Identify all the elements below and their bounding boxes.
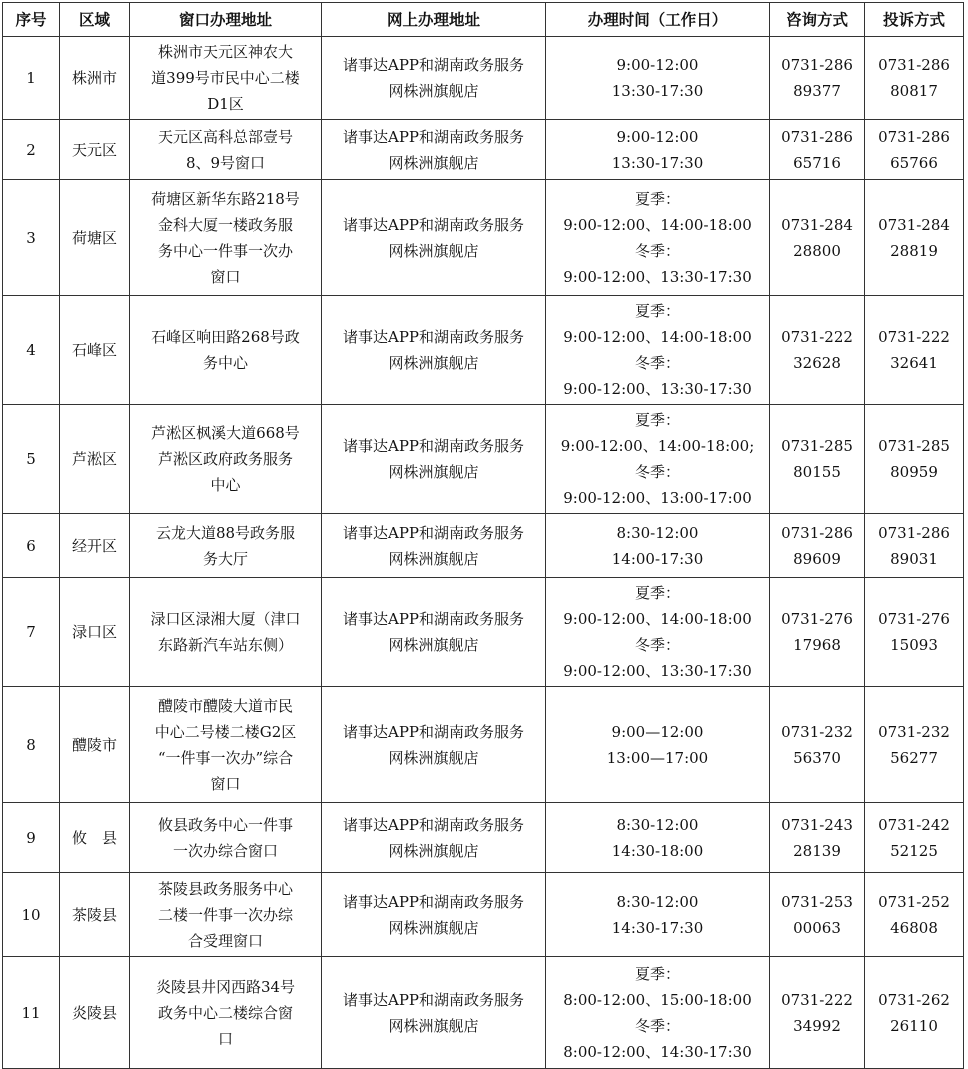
- region-name: 石峰区: [60, 296, 130, 405]
- row-number: 8: [3, 687, 60, 803]
- complaint-phone-line: 0731-232: [878, 722, 950, 741]
- online-address-line: 诸事达APP和湖南政务服务: [342, 215, 525, 234]
- office-hours-line: 9:00-12:00、13:30-17:30: [563, 662, 752, 680]
- consult-phone: [770, 957, 865, 1069]
- complaint-phone-line: 0731-252: [878, 892, 950, 911]
- row-number: 2: [3, 120, 60, 180]
- online-address-line: 诸事达APP和湖南政务服务: [342, 328, 525, 346]
- consult-phone: [770, 296, 865, 405]
- window-address-line: 务中心: [202, 354, 248, 372]
- office-hours-line: 冬季：: [634, 636, 680, 654]
- consult-phone: [770, 180, 865, 296]
- window-address-line: “一件事一次办”综合: [157, 748, 294, 767]
- office-hours-line: 9:00-12:00、13:30-17:30: [563, 380, 752, 398]
- window-address-line: 东路新汽车站东侧）: [157, 636, 293, 654]
- consult-phone-line: 00063: [793, 918, 841, 937]
- complaint-phone-line: 65766: [890, 153, 938, 172]
- complaint-phone-line: 80817: [890, 82, 938, 100]
- complaint-phone: [865, 578, 964, 687]
- complaint-phone: [865, 37, 964, 120]
- window-address: [130, 296, 322, 405]
- office-hours-line: 9:00—12:00: [611, 722, 704, 741]
- office-hours-line: 8:30-12:00: [616, 815, 699, 834]
- window-address-line: D1区: [207, 95, 244, 113]
- region-name: 醴陵市: [60, 687, 130, 803]
- consult-phone-line: 32628: [793, 354, 841, 372]
- table-row: [3, 37, 964, 120]
- window-address-line: 云龙大道88号政务服: [155, 523, 296, 542]
- office-hours: [546, 803, 770, 873]
- consult-phone-line: 56370: [793, 748, 841, 767]
- window-address: [130, 405, 322, 514]
- complaint-phone: [865, 120, 964, 180]
- office-hours-line: 13:30-17:30: [611, 153, 704, 172]
- window-address-line: 中心二号楼二楼G2区: [154, 722, 297, 741]
- online-address-line: 诸事达APP和湖南政务服务: [342, 815, 525, 834]
- table-row: [3, 296, 964, 405]
- table-row: [3, 405, 964, 514]
- online-address-line: 网株洲旗舰店: [388, 841, 479, 860]
- complaint-phone: [865, 687, 964, 803]
- online-address-line: 网株洲旗舰店: [388, 463, 479, 481]
- row-number: 10: [3, 873, 60, 957]
- complaint-phone: [865, 957, 964, 1069]
- consult-phone-line: 0731-286: [781, 56, 853, 74]
- complaint-phone: [865, 514, 964, 578]
- consult-phone-line: 0731-286: [781, 127, 853, 146]
- online-address-line: 网株洲旗舰店: [388, 918, 479, 937]
- office-hours-line: 9:00-12:00、13:30-17:30: [563, 267, 752, 286]
- row-number: 7: [3, 578, 60, 687]
- office-hours-line: 14:30-18:00: [611, 841, 704, 860]
- office-hours: [546, 37, 770, 120]
- table-row: [3, 120, 964, 180]
- table-body: [3, 37, 964, 1069]
- office-hours-line: 8:30-12:00: [616, 523, 699, 542]
- consult-phone-line: 0731-284: [781, 215, 853, 234]
- window-address-line: 芦淞区政府政务服务: [157, 450, 293, 468]
- consult-phone-line: 80155: [793, 463, 841, 481]
- region-name: 株洲市: [60, 37, 130, 120]
- window-address-line: 务中心一件事一次办: [157, 241, 293, 260]
- window-address-line: 攸县政务中心一件事: [157, 815, 293, 834]
- complaint-phone-line: 0731-276: [878, 610, 950, 628]
- online-address-line: 诸事达APP和湖南政务服务: [342, 56, 525, 74]
- office-hours-line: 夏季：: [634, 584, 680, 602]
- office-hours: [546, 873, 770, 957]
- complaint-phone: [865, 296, 964, 405]
- office-hours-line: 8:30-12:00: [616, 892, 699, 911]
- window-address-line: 荷塘区新华东路218号: [151, 189, 300, 208]
- region-name: 经开区: [60, 514, 130, 578]
- office-hours-line: 夏季：: [634, 964, 680, 983]
- window-address-line: 茶陵县政务服务中心: [157, 879, 293, 898]
- online-address-line: 网株洲旗舰店: [388, 636, 479, 654]
- office-hours: [546, 180, 770, 296]
- online-address: [322, 803, 546, 873]
- office-hours-line: 9:00-12:00: [616, 127, 699, 146]
- online-address-line: 诸事达APP和湖南政务服务: [342, 722, 525, 741]
- complaint-phone-line: 0731-286: [878, 56, 950, 74]
- consult-phone: [770, 687, 865, 803]
- window-address-line: 二楼一件事一次办综: [157, 905, 293, 924]
- online-address-line: 网株洲旗舰店: [388, 153, 479, 172]
- window-address-line: 株洲市天元区神农大: [157, 43, 293, 61]
- window-address-line: 中心: [210, 476, 241, 494]
- complaint-phone-line: 26110: [890, 1016, 938, 1035]
- window-address-line: 醴陵市醴陵大道市民: [157, 696, 293, 715]
- consult-phone: [770, 405, 865, 514]
- header-consult: 咨询方式: [770, 3, 865, 37]
- complaint-phone-line: 0731-284: [878, 215, 950, 234]
- consult-phone-line: 28139: [793, 841, 841, 860]
- window-address-line: 窗口: [210, 774, 241, 793]
- window-address: [130, 803, 322, 873]
- window-address-line: 渌口区渌湘大厦（津口: [150, 610, 301, 628]
- window-address-line: 天元区高科总部壹号: [157, 127, 293, 146]
- service-table: [2, 2, 964, 1069]
- consult-phone-line: 0731-222: [781, 328, 853, 346]
- window-address: [130, 180, 322, 296]
- header-region: 区域: [60, 3, 130, 37]
- table-row: [3, 514, 964, 578]
- complaint-phone-line: 80959: [890, 463, 938, 481]
- online-address: [322, 296, 546, 405]
- table-row: [3, 957, 964, 1069]
- window-address: [130, 37, 322, 120]
- header-window-address: 窗口办理地址: [130, 3, 322, 37]
- office-hours: [546, 687, 770, 803]
- window-address-line: 金科大厦一楼政务服: [157, 215, 293, 234]
- complaint-phone-line: 0731-262: [878, 990, 950, 1009]
- office-hours-line: 13:00—17:00: [606, 748, 709, 767]
- complaint-phone: [865, 873, 964, 957]
- complaint-phone-line: 15093: [890, 636, 938, 654]
- window-address-line: 道399号市民中心二楼: [151, 69, 300, 87]
- consult-phone-line: 0731-232: [781, 722, 853, 741]
- online-address: [322, 957, 546, 1069]
- online-address-line: 诸事达APP和湖南政务服务: [342, 523, 525, 542]
- online-address: [322, 180, 546, 296]
- row-number: 5: [3, 405, 60, 514]
- consult-phone-line: 89377: [793, 82, 841, 100]
- complaint-phone-line: 89031: [890, 549, 938, 568]
- header-hours: 办理时间（工作日）: [546, 3, 770, 37]
- online-address-line: 网株洲旗舰店: [388, 1016, 479, 1035]
- office-hours-line: 8:00-12:00、14:30-17:30: [563, 1042, 752, 1061]
- consult-phone: [770, 873, 865, 957]
- window-address-line: 窗口: [210, 267, 241, 286]
- window-address: [130, 578, 322, 687]
- table-row: [3, 803, 964, 873]
- consult-phone-line: 65716: [793, 153, 841, 172]
- office-hours-line: 夏季：: [634, 411, 680, 429]
- window-address: [130, 514, 322, 578]
- office-hours-line: 夏季：: [634, 302, 680, 320]
- office-hours-line: 8:00-12:00、15:00-18:00: [563, 990, 752, 1009]
- consult-phone-line: 34992: [793, 1016, 841, 1035]
- office-hours-line: 冬季：: [634, 463, 680, 481]
- consult-phone: [770, 578, 865, 687]
- window-address-line: 政务中心二楼综合窗: [157, 1003, 293, 1022]
- online-address-line: 网株洲旗舰店: [388, 82, 479, 100]
- office-hours: [546, 957, 770, 1069]
- window-address-line: 口: [217, 1029, 233, 1048]
- consult-phone-line: 28800: [793, 241, 841, 260]
- complaint-phone-line: 0731-285: [878, 437, 950, 455]
- region-name: 茶陵县: [60, 873, 130, 957]
- online-address-line: 网株洲旗舰店: [388, 748, 479, 767]
- window-address-line: 合受理窗口: [187, 931, 263, 950]
- row-number: 11: [3, 957, 60, 1069]
- consult-phone-line: 0731-222: [781, 990, 853, 1009]
- row-number: 6: [3, 514, 60, 578]
- complaint-phone-line: 0731-222: [878, 328, 950, 346]
- office-hours-line: 冬季：: [634, 1016, 680, 1035]
- region-name: 荷塘区: [60, 180, 130, 296]
- window-address-line: 炎陵县井冈西路34号: [155, 977, 296, 996]
- consult-phone-line: 0731-276: [781, 610, 853, 628]
- complaint-phone-line: 0731-242: [878, 815, 950, 834]
- region-name: 天元区: [60, 120, 130, 180]
- row-number: 4: [3, 296, 60, 405]
- consult-phone: [770, 37, 865, 120]
- online-address: [322, 120, 546, 180]
- online-address-line: 诸事达APP和湖南政务服务: [342, 437, 525, 455]
- complaint-phone: [865, 803, 964, 873]
- row-number: 3: [3, 180, 60, 296]
- header-complaint: 投诉方式: [865, 3, 964, 37]
- office-hours: [546, 296, 770, 405]
- consult-phone-line: 0731-285: [781, 437, 853, 455]
- complaint-phone-line: 0731-286: [878, 127, 950, 146]
- window-address-line: 务大厅: [202, 549, 248, 568]
- header-row: [3, 3, 964, 37]
- header-online-address: 网上办理地址: [322, 3, 546, 37]
- header-no: 序号: [3, 3, 60, 37]
- window-address: [130, 957, 322, 1069]
- office-hours-line: 9:00-12:00、14:00-18:00: [563, 328, 752, 346]
- table-row: [3, 873, 964, 957]
- online-address: [322, 37, 546, 120]
- complaint-phone-line: 52125: [890, 841, 938, 860]
- online-address: [322, 514, 546, 578]
- complaint-phone-line: 0731-286: [878, 523, 950, 542]
- online-address: [322, 687, 546, 803]
- office-hours: [546, 405, 770, 514]
- office-hours-line: 9:00-12:00、14:00-18:00;: [560, 437, 755, 455]
- consult-phone-line: 0731-253: [781, 892, 853, 911]
- consult-phone: [770, 120, 865, 180]
- office-hours: [546, 578, 770, 687]
- office-hours-line: 9:00-12:00、14:00-18:00: [563, 610, 752, 628]
- office-hours-line: 13:30-17:30: [611, 82, 704, 100]
- window-address-line: 芦淞区枫溪大道668号: [151, 424, 300, 442]
- region-name: 攸 县: [60, 803, 130, 873]
- complaint-phone: [865, 405, 964, 514]
- consult-phone-line: 17968: [793, 636, 841, 654]
- office-hours-line: 冬季：: [634, 241, 680, 260]
- online-address: [322, 578, 546, 687]
- window-address-line: 石峰区响田路268号政: [151, 328, 300, 346]
- consult-phone: [770, 514, 865, 578]
- online-address-line: 诸事达APP和湖南政务服务: [342, 892, 525, 911]
- consult-phone: [770, 803, 865, 873]
- office-hours: [546, 120, 770, 180]
- online-address-line: 诸事达APP和湖南政务服务: [342, 990, 525, 1009]
- online-address-line: 网株洲旗舰店: [388, 549, 479, 568]
- office-hours-line: 夏季：: [634, 189, 680, 208]
- region-name: 芦淞区: [60, 405, 130, 514]
- complaint-phone-line: 46808: [890, 918, 938, 937]
- office-hours-line: 9:00-12:00: [616, 56, 699, 74]
- window-address-line: 一次办综合窗口: [172, 841, 278, 860]
- consult-phone-line: 89609: [793, 549, 841, 568]
- office-hours-line: 9:00-12:00、13:00-17:00: [563, 489, 752, 507]
- region-name: 炎陵县: [60, 957, 130, 1069]
- office-hours-line: 14:30-17:30: [611, 918, 704, 937]
- consult-phone-line: 0731-243: [781, 815, 853, 834]
- table-row: [3, 180, 964, 296]
- table-row: [3, 578, 964, 687]
- consult-phone-line: 0731-286: [781, 523, 853, 542]
- complaint-phone-line: 32641: [890, 354, 938, 372]
- region-name: 渌口区: [60, 578, 130, 687]
- window-address: [130, 120, 322, 180]
- online-address-line: 网株洲旗舰店: [388, 354, 479, 372]
- complaint-phone: [865, 180, 964, 296]
- online-address-line: 诸事达APP和湖南政务服务: [342, 610, 525, 628]
- row-number: 1: [3, 37, 60, 120]
- complaint-phone-line: 56277: [890, 748, 938, 767]
- office-hours-line: 冬季：: [634, 354, 680, 372]
- online-address: [322, 405, 546, 514]
- online-address: [322, 873, 546, 957]
- online-address-line: 诸事达APP和湖南政务服务: [342, 127, 525, 146]
- online-address-line: 网株洲旗舰店: [388, 241, 479, 260]
- window-address: [130, 873, 322, 957]
- office-hours-line: 14:00-17:30: [611, 549, 704, 568]
- table-row: [3, 687, 964, 803]
- office-hours-line: 9:00-12:00、14:00-18:00: [563, 215, 752, 234]
- window-address-line: 8、9号窗口: [185, 153, 266, 172]
- office-hours: [546, 514, 770, 578]
- row-number: 9: [3, 803, 60, 873]
- window-address: [130, 687, 322, 803]
- complaint-phone-line: 28819: [890, 241, 938, 260]
